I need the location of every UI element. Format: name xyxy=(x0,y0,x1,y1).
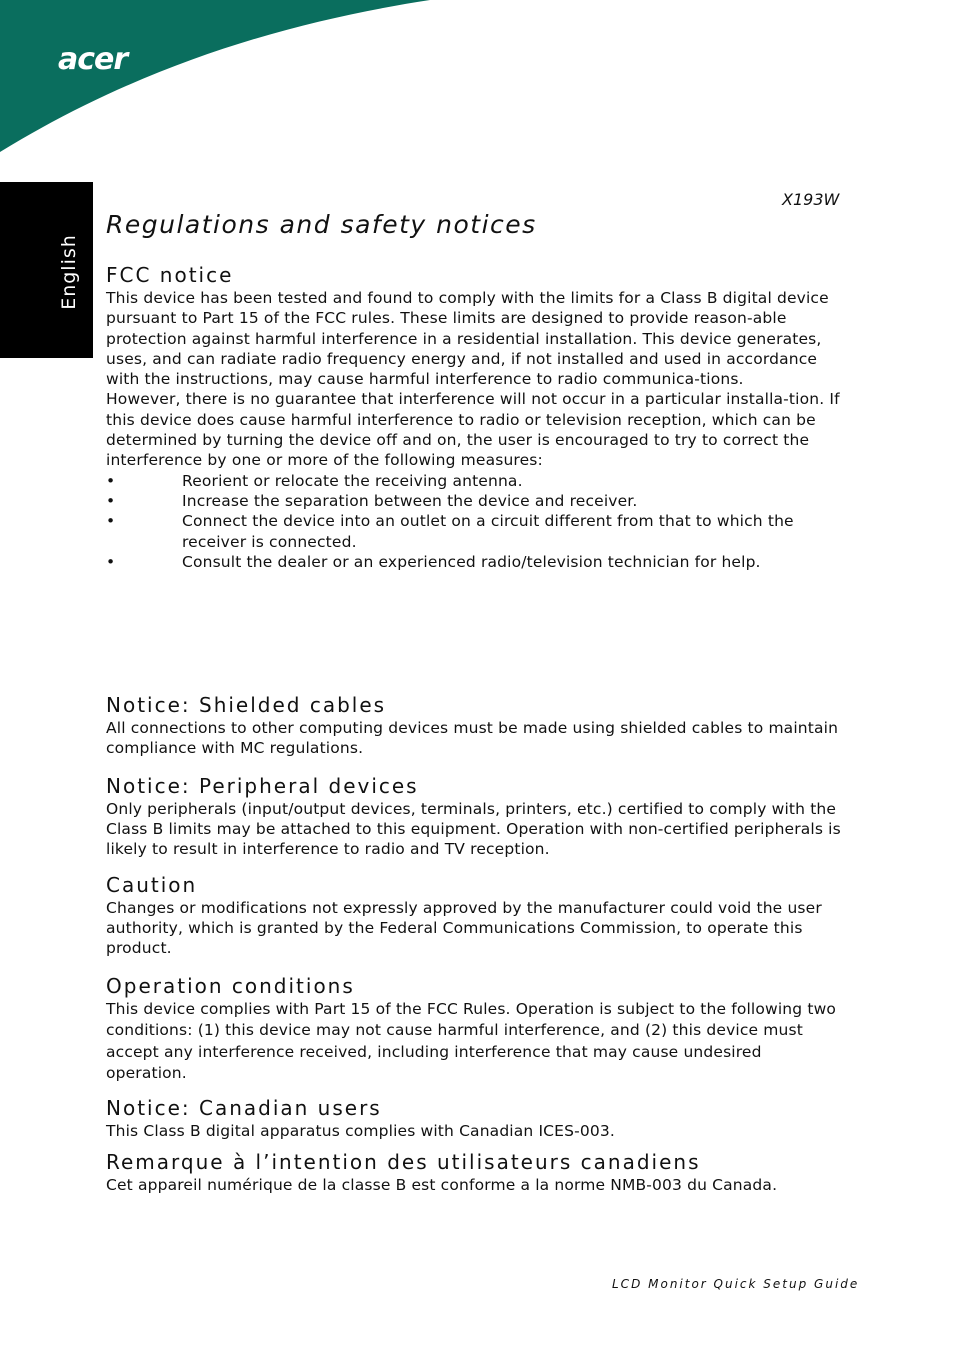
peripheral-devices-text: Only peripherals (input/output devices, terminals, printers, etc.) certified to comply with the Class B limits may be attached to this equipment. Operation with non-certified peripherals is likely to result in interference to radio and TV reception. xyxy=(106,799,841,859)
model-number: X193W xyxy=(782,190,840,209)
list-item: • Increase the separation between the device and receiver. xyxy=(106,491,638,510)
header-wave-graphic xyxy=(0,0,954,170)
operation-conditions-text: This device complies with Part 15 of the FCC Rules. Operation is subject to the following two conditions: (1) this device may not cause harmful interference, and (2) this device must accept any interference received, including interference that may cause undesired operation. xyxy=(106,999,837,1083)
operation-conditions-heading: Operation conditions xyxy=(106,973,355,998)
fcc-notice-section xyxy=(106,262,846,572)
canadian-users-text: This Class B digital apparatus complies with Canadian ICES-003. xyxy=(106,1121,615,1140)
fcc-paragraph-1: This device has been tested and found to comply with the limits for a Class B digital device pursuant to Part 15 of the FCC rules. These limits are designed to provide reason-able protection against harmful interference in a residential installation. This device generates, uses, and can radiate radio frequency energy and, if not installed and used in accordance with the instructions, may cause harmful interference to radio communica-tions. xyxy=(106,289,829,389)
bullet-icon: • xyxy=(106,552,116,571)
bullet-icon: • xyxy=(106,512,116,531)
caution-section xyxy=(106,872,846,959)
fcc-paragraph-2: However, there is no guarantee that interference will not occur in a particular installa-tion. If this device does cause harmful interference to radio or television reception, which can be determined by turning the device off and on, the user is encouraged to try to correct the interference by one or more of the following measures: xyxy=(106,390,840,470)
remarque-heading: Remarque à l’intention des utilisateurs canadiens xyxy=(106,1149,701,1174)
remarque-section xyxy=(106,1149,846,1195)
list-item: • Consult the dealer or an experienced radio/television technician for help. xyxy=(106,552,761,571)
canadian-users-heading: Notice: Canadian users xyxy=(106,1095,382,1120)
bullet-icon: • xyxy=(106,471,116,490)
list-item: • Reorient or relocate the receiving antenna. xyxy=(106,471,523,490)
page-title: Regulations and safety notices xyxy=(106,210,537,239)
fcc-measures-list xyxy=(106,471,846,572)
peripheral-devices-heading: Notice: Peripheral devices xyxy=(106,773,419,798)
shielded-cables-section xyxy=(106,692,846,759)
caution-heading: Caution xyxy=(106,872,198,897)
canadian-users-section xyxy=(106,1095,846,1141)
shielded-cables-heading: Notice: Shielded cables xyxy=(106,693,387,718)
list-item: • Connect the device into an outlet on a circuit different from that to which the receiver is connected. xyxy=(106,512,794,551)
remarque-text: Cet appareil numérique de la classe B est conforme a la norme NMB-003 du Canada. xyxy=(106,1175,778,1194)
peripheral-devices-section xyxy=(106,773,846,860)
operation-conditions-section xyxy=(106,973,846,1085)
footer-guide-title: LCD Monitor Quick Setup Guide xyxy=(612,1277,860,1291)
fcc-notice-heading: FCC notice xyxy=(106,263,234,287)
shielded-cables-text: All connections to other computing devices must be made using shielded cables to maintain compliance with MC regulations. xyxy=(106,719,839,758)
acer-logo: acer xyxy=(58,42,128,77)
caution-text: Changes or modifications not expressly approved by the manufacturer could void the user authority, which is granted by the Federal Communications Commission, to operate this product. xyxy=(106,898,822,958)
document-body xyxy=(106,262,846,1195)
bullet-icon: • xyxy=(106,491,116,510)
